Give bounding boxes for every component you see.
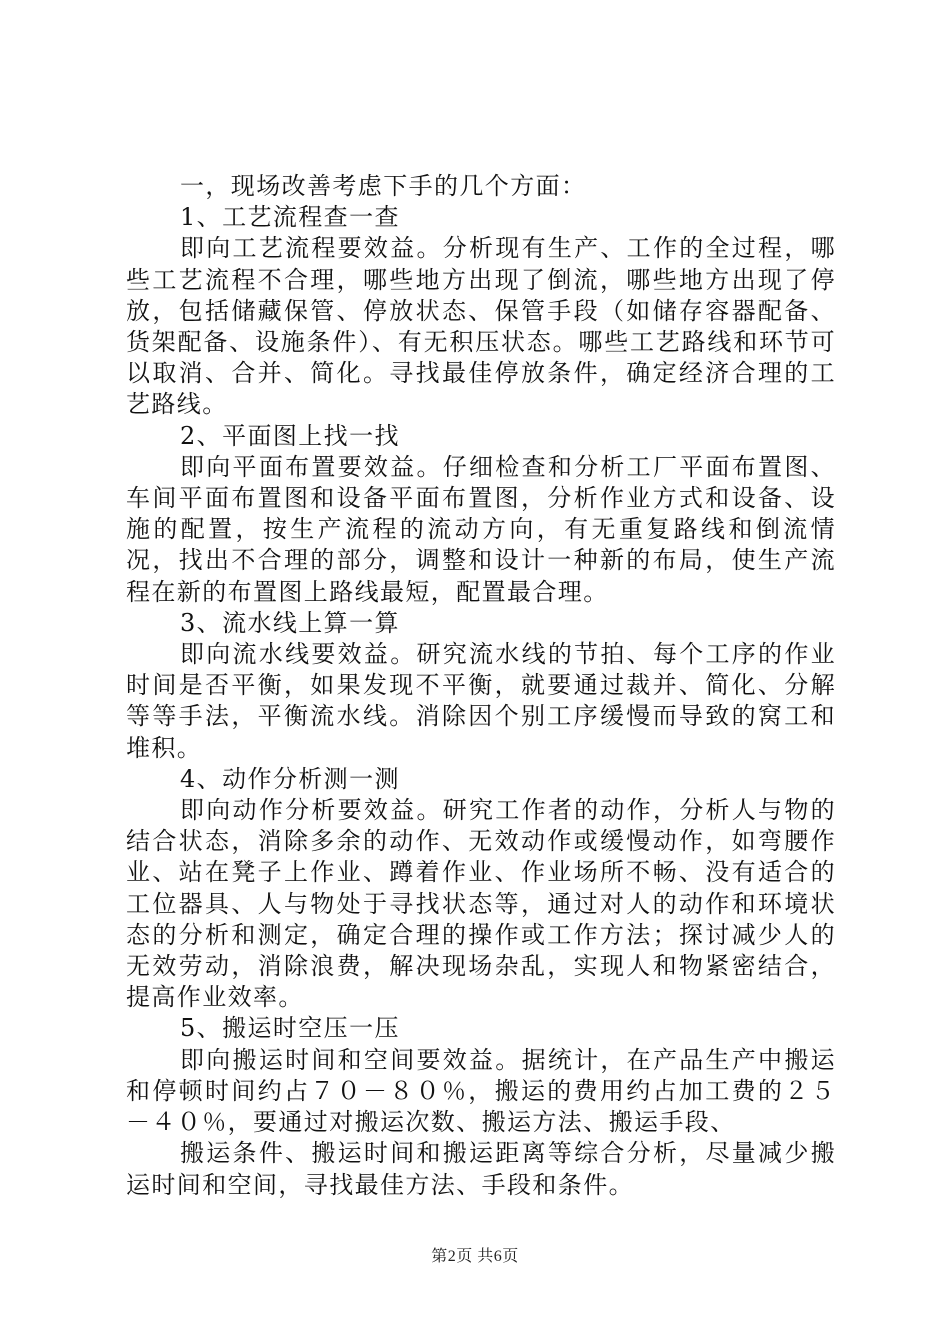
- item-paragraph-5a: 即向搬运时间和空间要效益。据统计，在产品生产中搬运和停顿时间约占７０－８０％，搬运的费用约占加工费的２５－４０％，要通过对搬运次数、搬运方法、搬运手段、: [126, 1045, 836, 1137]
- item-heading-5: 5、搬运时空压一压: [180, 1014, 400, 1043]
- item-heading-2: 2、平面图上找一找: [180, 421, 400, 450]
- section-heading: 一，现场改善考虑下手的几个方面：: [180, 172, 587, 200]
- item-paragraph-4: 即向动作分析要效益。研究工作者的动作，分析人与物的结合状态，消除多余的动作、无效动作或缓慢动作，如弯腰作业、站在凳子上作业、蹲着作业、作业场所不畅、没有适合的工位器具、人与物处于寻找状态等，通过对人的动作和环境状态的分析和测定，确定合理的操作或工作方法；探讨减少人的无效劳动，消除浪费，解决现场杂乱，实现人和物紧密结合，提高作业效率。: [126, 796, 836, 1012]
- item-paragraph-3: 即向流水线要效益。研究流水线的节拍、每个工序的作业时间是否平衡，如果发现不平衡，就要通过裁并、简化、分解等等手法，平衡流水线。消除因个别工序缓慢而导致的窝工和堆积。: [126, 640, 836, 762]
- item-paragraph-1: 即向工艺流程要效益。分析现有生产、工作的全过程，哪些工艺流程不合理，哪些地方出现了倒流，哪些地方出现了停放，包括储藏保管、停放状态、保管手段（如储存容器配备、货架配备、设施条件）、有无积压状态。哪些工艺路线和环节可以取消、合并、简化。寻找最佳停放条件，确定经济合理的工艺路线。: [126, 234, 836, 419]
- document-body: [126, 171, 836, 1201]
- item-heading-4: 4、动作分析测一测: [180, 764, 400, 793]
- item-heading-1: 1、工艺流程查一查: [180, 203, 400, 232]
- item-paragraph-2: 即向平面布置要效益。仔细检查和分析工厂平面布置图、车间平面布置图和设备平面布置图，分析作业方式和设备、设施的配置，按生产流程的流动方向，有无重复路线和倒流情况，找出不合理的部分，调整和设计一种新的布局，使生产流程在新的布置图上路线最短，配置最合理。: [126, 452, 836, 606]
- item-paragraph-5b: 搬运条件、搬运时间和搬运距离等综合分析，尽量减少搬运时间和空间，寻找最佳方法、手段和条件。: [126, 1139, 836, 1199]
- page-number-footer: 第2页 共6页: [431, 1248, 519, 1265]
- item-heading-3: 3、流水线上算一算: [180, 608, 400, 637]
